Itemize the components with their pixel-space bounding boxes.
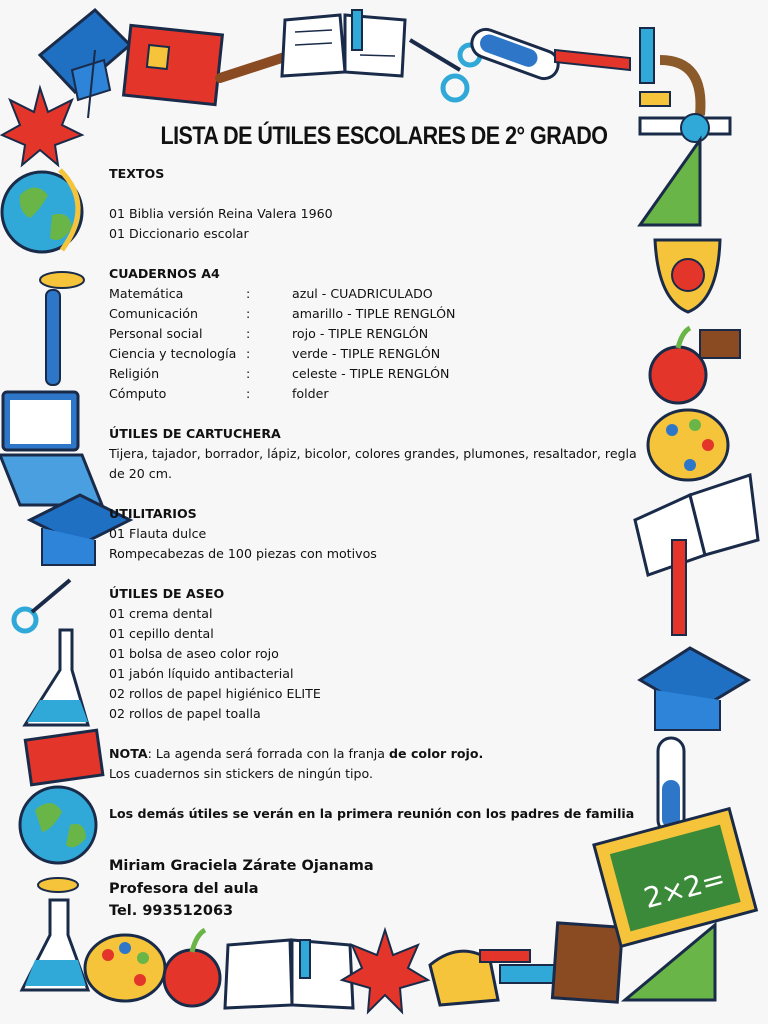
apple-icon [164,930,220,1006]
list-item: 02 rollos de papel toalla [109,706,261,721]
note-label: NOTA [109,746,148,761]
graduation-cap-icon [40,10,130,118]
document-title: LISTA DE ÚTILES ESCOLARES DE 2° GRADO [160,122,608,150]
note-line [109,744,669,764]
notebook-detail: folder [292,386,329,401]
books-stack-icon [25,730,103,785]
list-item: 02 rollos de papel higiénico ELITE [109,686,321,701]
notebook-row [109,384,669,404]
subject: Cómputo [109,386,167,401]
list-item: 01 Flauta dulce [109,526,207,541]
palette-icon [85,935,165,1001]
list-item: de 20 cm. [109,466,172,481]
notebook-row [109,284,669,304]
open-book-icon [282,10,405,76]
laptop-icon [0,392,102,505]
list-item: 01 cepillo dental [109,626,214,641]
chalkboard-icon [594,809,756,947]
subject: Personal social [109,326,203,341]
red-book-icon [124,25,223,104]
subject: Religión [109,366,160,381]
signature-block [109,855,374,923]
list-item: 01 jabón líquido antibacterial [109,666,294,681]
open-book-icon [225,940,353,1008]
notebook-detail: amarillo - TIPLE RENGLÓN [292,306,456,321]
globe-icon [20,787,96,892]
subject: Comunicación [109,306,198,321]
notebook-detail: verde - TIPLE RENGLÓN [292,346,441,361]
section-heading-cartuchera: ÚTILES DE CARTUCHERA [109,426,281,441]
notebook-row [109,364,669,384]
closing-statement: Los demás útiles se verán en la primera reunión con los padres de familia [109,806,635,821]
section-heading-cuadernos: CUADERNOS A4 [109,266,220,281]
list-item: Tijera, tajador, borrador, lápiz, bicolor, colores grandes, plumones, resaltador, regla [109,446,637,461]
list-item: 01 bolsa de aseo color rojo [109,646,279,661]
brown-book-icon [552,923,622,1002]
section-heading-textos: TEXTOS [109,166,165,181]
separator: : [246,346,251,361]
svg-text:2×2=: 2×2= [640,861,729,916]
pen-icon [46,290,60,385]
notebook-detail: celeste - TIPLE RENGLÓN [292,366,450,381]
separator: : [246,366,251,381]
separator: : [246,326,251,341]
separator: : [246,386,251,401]
note-emphasis: de color rojo. [389,746,484,761]
teacher-name: Miriam Graciela Zárate Ojanama [109,858,374,874]
flask-icon [22,900,88,990]
list-item: 01 crema dental [109,606,213,621]
section-heading-utilitarios: UTILITARIOS [109,506,197,521]
microscope-icon [640,28,701,115]
scissors-icon [14,580,70,631]
supplies-list [109,164,669,824]
separator: : [246,306,251,321]
note-line-2: Los cuadernos sin stickers de ningún tipo. [109,766,374,781]
scissors-icon [410,40,480,100]
list-item: 01 Diccionario escolar [109,226,249,241]
notebook-detail: azul - CUADRICULADO [292,286,433,301]
teacher-phone: Tel. 993512063 [109,903,234,919]
list-item: 01 Biblia versión Reina Valera 1960 [109,206,333,221]
notebook-row [109,344,669,364]
subject: Matemática [109,286,184,301]
separator: : [246,286,251,301]
notebook-row [109,304,669,324]
pencil-icon [555,50,630,70]
notebook-detail: rojo - TIPLE RENGLÓN [292,326,429,341]
subject: Ciencia y tecnología [109,346,237,361]
globe-icon [2,170,84,288]
test-tube-icon [468,25,562,82]
notebook-row [109,324,669,344]
note-text: : La agenda será forrada con la franja [147,746,390,761]
flask-icon [25,630,88,725]
list-item: Rompecabezas de 100 piezas con motivos [109,546,377,561]
teacher-role: Profesora del aula [109,880,259,897]
maple-leaf-icon [342,930,428,1012]
section-heading-aseo: ÚTILES DE ASEO [109,586,225,601]
